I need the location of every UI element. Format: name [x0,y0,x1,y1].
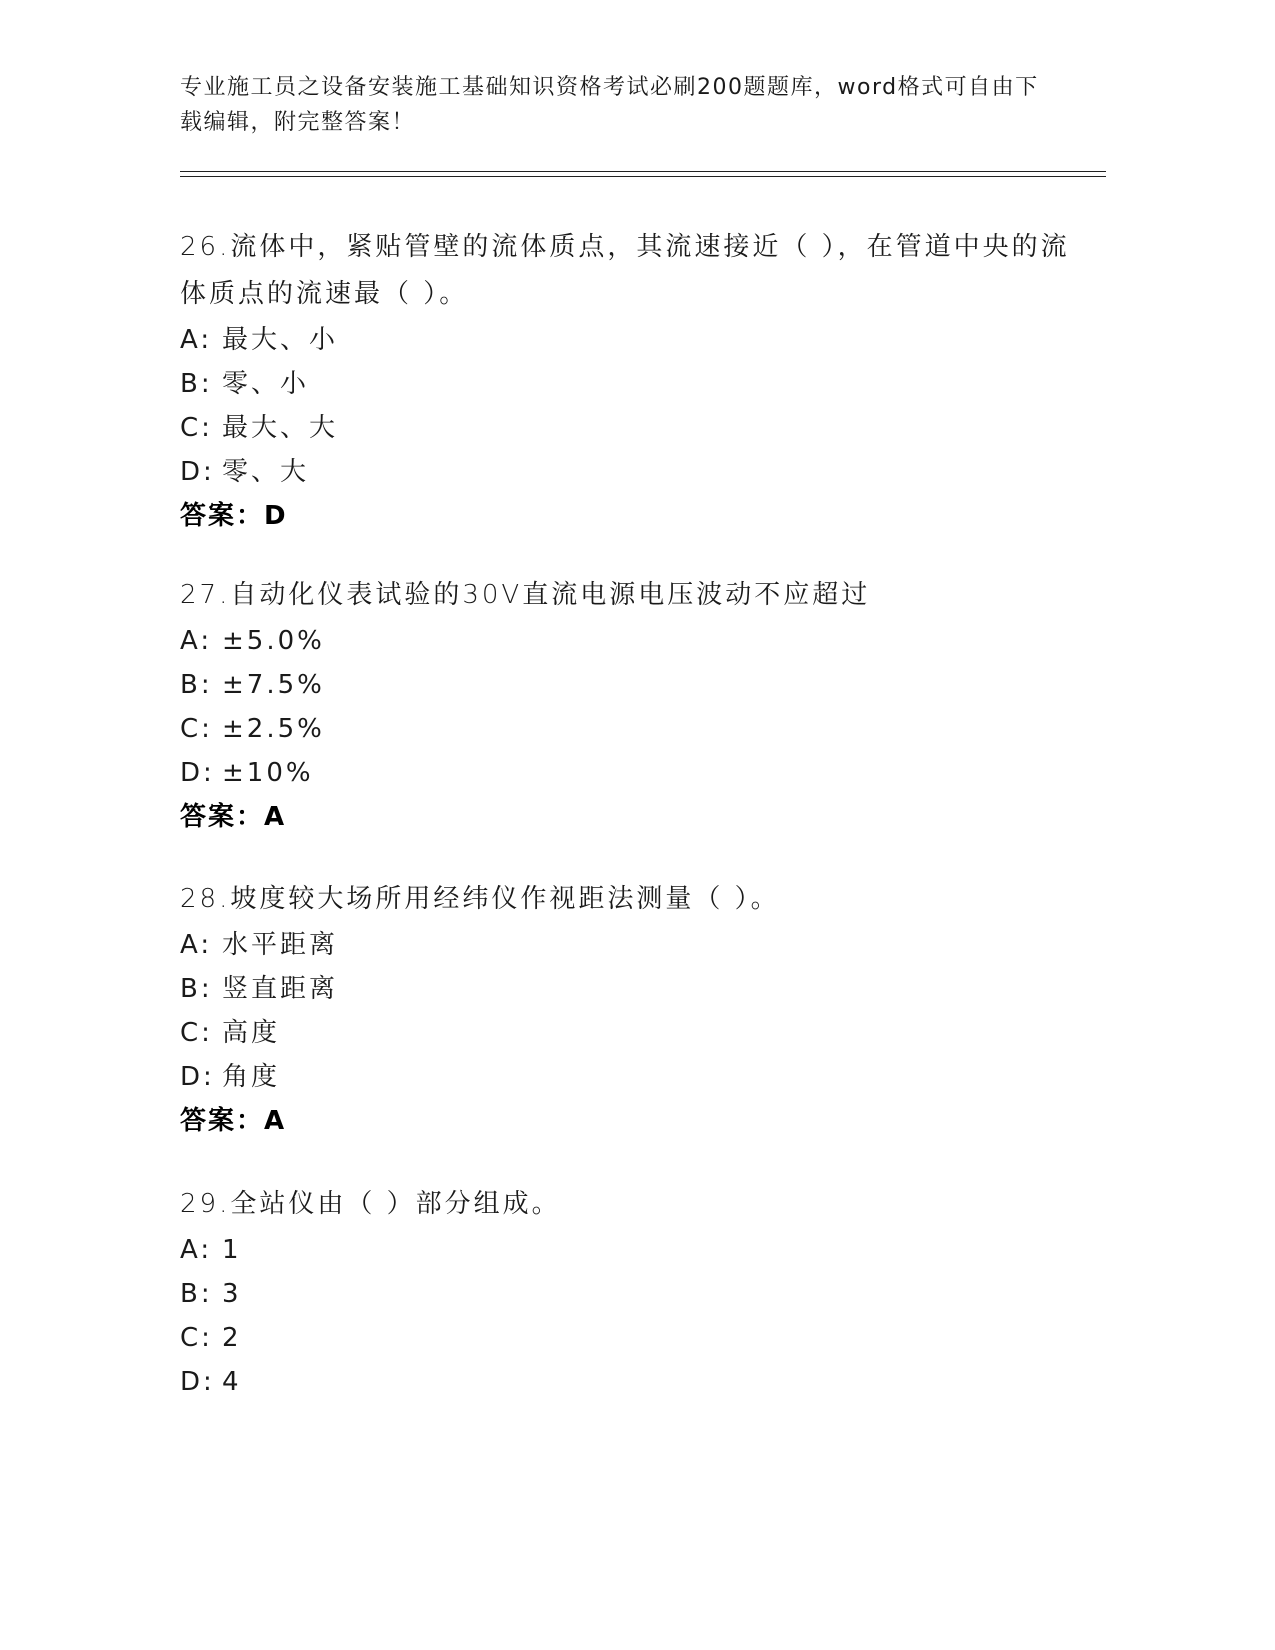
question-29 [180,1181,1080,1404]
option-label: A: [180,325,213,355]
option-text: 角度 [222,1062,281,1092]
option-b [180,362,1080,406]
option-text: 零、大 [222,457,310,487]
option-text: 4 [222,1367,242,1397]
option-c [180,1316,1080,1360]
option-text: 零、小 [222,369,310,399]
option-text: 1 [222,1235,242,1265]
option-label: A: [180,1235,213,1265]
option-text: 3 [222,1279,242,1309]
option-label: D: [180,758,215,788]
header-divider-top [180,171,1106,172]
option-d [180,751,1080,795]
answer-line: 答案：A [180,1106,287,1136]
question-text: 27.自动化仪表试验的30V直流电源电压波动不应超过 [180,580,871,610]
question-28 [180,876,1080,1143]
question-27 [180,572,1080,839]
option-c [180,1011,1080,1055]
option-d [180,1360,1080,1404]
option-label: C: [180,1323,213,1353]
option-label: D: [180,1062,215,1092]
option-a [180,1228,1080,1272]
question-text: 26.流体中，紧贴管壁的流体质点，其流速接近（ ），在管道中央的流体质点的流速最（ ）。 [180,232,1070,309]
option-text: 最大、小 [222,325,339,355]
option-text: 高度 [222,1018,281,1048]
option-d [180,1055,1080,1099]
option-a [180,923,1080,967]
option-a [180,318,1080,362]
option-text: ±10% [222,758,314,788]
answer-line: 答案：A [180,802,287,832]
option-label: B: [180,369,213,399]
answer-line: 答案：D [180,501,288,531]
option-label: B: [180,974,213,1004]
question-text: 29.全站仪由（ ）部分组成。 [180,1189,561,1219]
option-d [180,450,1080,494]
option-text: 最大、大 [222,413,339,443]
option-a [180,619,1080,663]
option-label: D: [180,457,215,487]
option-text: 水平距离 [222,930,339,960]
option-c [180,406,1080,450]
question-text: 28.坡度较大场所用经纬仪作视距法测量（ ）。 [180,884,780,914]
option-text: ±7.5% [222,670,325,700]
option-label: B: [180,670,213,700]
option-text: 2 [222,1323,242,1353]
option-label: C: [180,714,213,744]
document-header: 专业施工员之设备安装施工基础知识资格考试必刷200题题库，word格式可自由下载编辑，附完整答案！ [180,75,1039,135]
option-label: A: [180,930,213,960]
option-b [180,967,1080,1011]
option-label: B: [180,1279,213,1309]
question-26 [180,224,1080,538]
option-text: 竖直距离 [222,974,339,1004]
option-c [180,707,1080,751]
option-label: D: [180,1367,215,1397]
header-divider-bottom [180,176,1106,177]
option-label: C: [180,413,213,443]
option-b [180,663,1080,707]
option-label: A: [180,626,213,656]
option-text: ±5.0% [222,626,325,656]
option-label: C: [180,1018,213,1048]
option-b [180,1272,1080,1316]
option-text: ±2.5% [222,714,325,744]
